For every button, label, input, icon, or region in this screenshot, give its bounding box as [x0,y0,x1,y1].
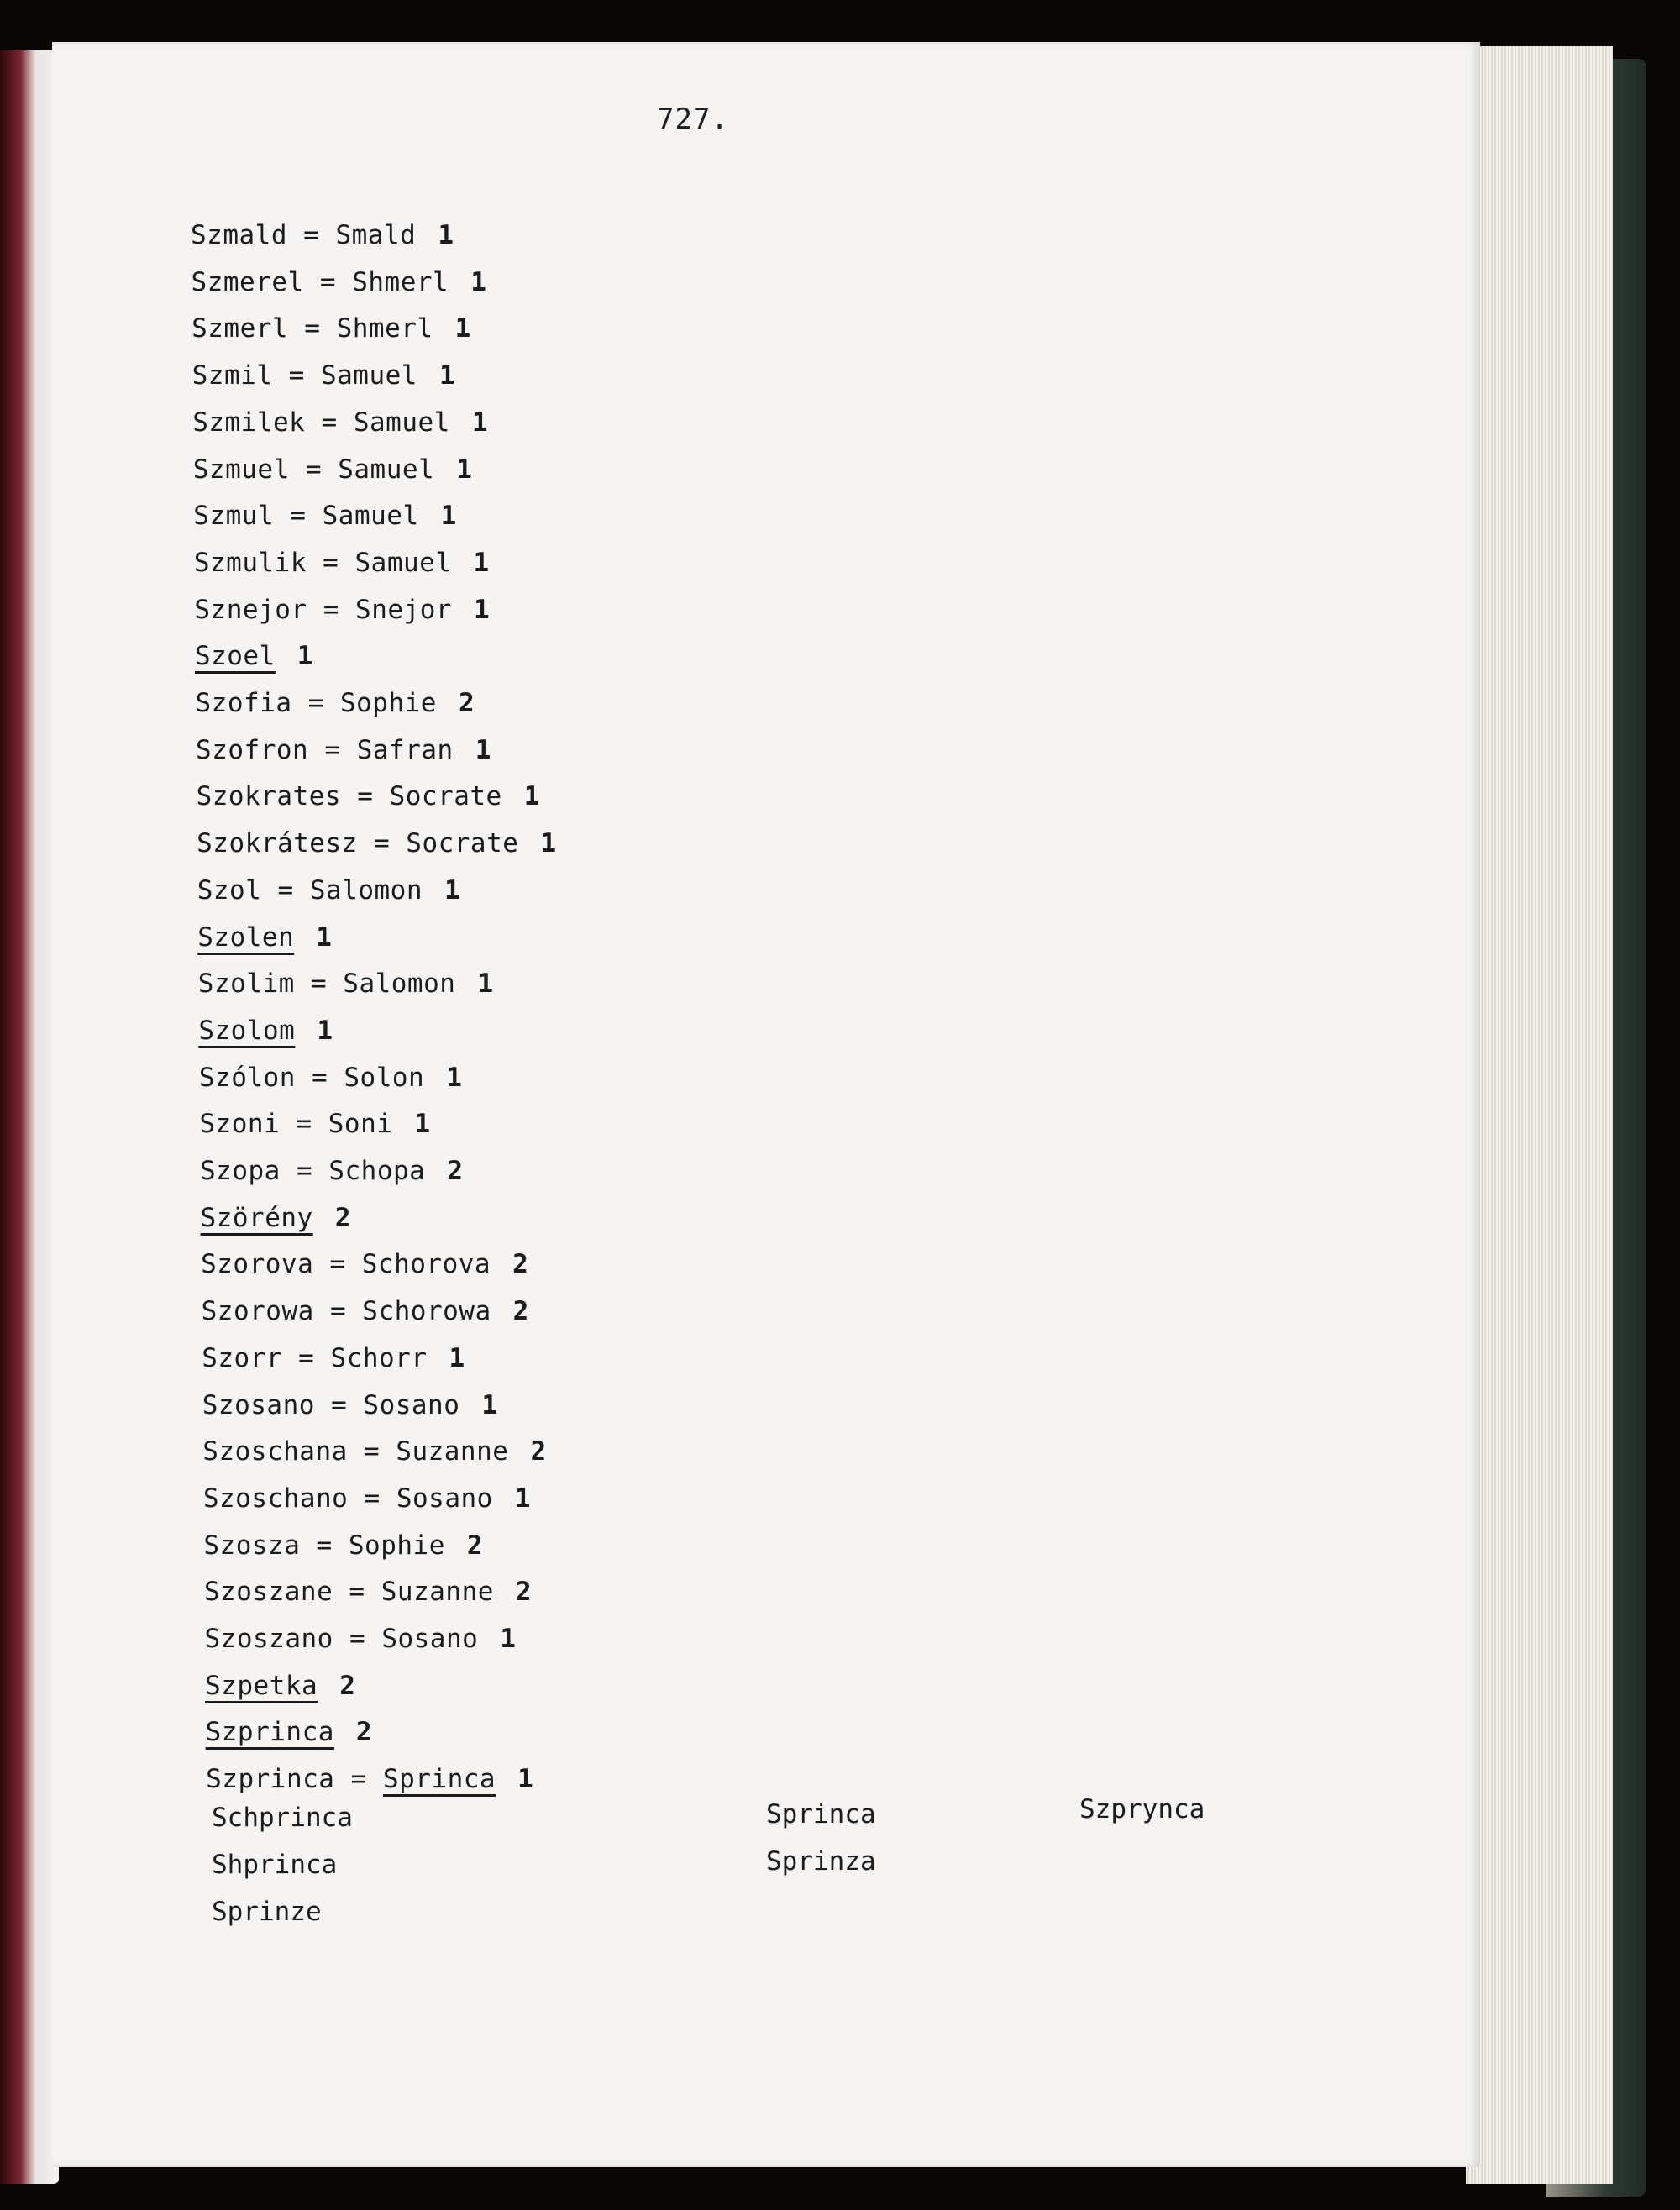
page-stack-edge [1466,46,1613,2184]
entry-name: Szofia [195,688,292,718]
entry-count: 2 [458,688,475,718]
entry-name: Szorowa [201,1296,314,1327]
entry-equivalent: Snejor [355,594,453,625]
equals-sign: = [333,1624,382,1654]
entry-equivalent: Salomon [309,874,423,906]
entry-name: Szosano [202,1389,315,1420]
entry-equivalent: Soni [328,1109,393,1140]
equals-sign: = [334,1764,383,1795]
entry-equivalent: Safran [356,734,454,765]
entry-name: Szoschana [202,1436,348,1467]
document-page [52,42,1480,2167]
entry-count: 1 [517,1764,534,1795]
entry-name: Szoni [199,1109,281,1140]
name-entry [199,1109,430,1139]
name-entry [202,1343,465,1373]
entry-equivalent: Salomon [343,969,456,1000]
entry-equivalent: Sosano [363,1389,460,1420]
equals-sign: = [280,1156,329,1186]
name-entry [193,501,456,531]
name-entry [197,828,556,858]
name-entry [195,641,313,671]
entry-name: Szmul [193,501,275,532]
entry-name: Szörény [200,1202,313,1233]
entry-count: 1 [523,781,540,812]
equals-sign: = [294,969,344,1000]
entry-name: Szoszane [203,1577,333,1608]
equals-sign: = [280,1109,328,1140]
entry-count: 1 [414,1109,431,1140]
name-entry [205,1624,517,1654]
variant-name: Sprinca [766,1799,876,1829]
entry-name: Szpetka [205,1670,318,1701]
entry-name: Szolen [197,921,295,953]
entry-count: 2 [530,1436,547,1467]
entry-name: Szokrátesz [197,828,358,859]
equals-sign: = [307,547,355,578]
entry-count: 1 [514,1483,531,1514]
name-entry [199,1063,462,1093]
entry-equivalent: Samuel [354,547,452,578]
name-entry [206,1764,533,1794]
entry-count: 1 [449,1342,465,1373]
entry-name: Szolom [198,1015,296,1046]
name-entry [194,595,490,625]
entry-equivalent: Socrate [389,781,502,812]
name-entry [200,1156,463,1186]
name-entry [197,922,332,953]
entry-count: 1 [316,921,333,953]
equals-sign: = [261,874,310,906]
name-entry [205,1671,355,1701]
entry-count: 1 [438,360,456,391]
name-entry [192,407,488,438]
entry-count: 1 [456,454,473,485]
entry-name: Szolim [197,969,295,1000]
entry-name: Szmuel [192,454,290,485]
equals-sign: = [357,828,407,859]
equals-sign: = [295,1062,344,1093]
name-entry [192,313,471,344]
entry-name: Szoschano [202,1483,349,1514]
entry-equivalent: Samuel [320,360,417,391]
name-entry [197,781,540,811]
entry-equivalent: Samuel [353,407,450,438]
equals-sign: = [341,781,390,812]
entry-count: 2 [512,1249,529,1280]
entry-equivalent: Schorowa [362,1296,491,1327]
name-entry [201,1203,351,1233]
equals-sign: = [308,734,357,765]
equals-sign: = [282,1342,331,1373]
variant-name: Sprinze [212,1897,322,1927]
entry-name: Szofron [196,734,309,765]
name-entry [206,1717,372,1747]
name-entry [198,969,494,999]
name-entry [192,360,455,391]
entry-name: Szoel [194,641,276,672]
entry-count: 2 [515,1577,533,1608]
entry-name: Szokrates [196,781,342,812]
entry-name: Szprinca [206,1764,335,1795]
equals-sign: = [274,501,323,532]
equals-sign: = [348,1483,396,1514]
variant-name: Szprynca [1079,1794,1205,1824]
entry-count: 1 [475,734,491,765]
entry-equivalent: Sosano [396,1483,493,1514]
entry-count: 2 [355,1717,373,1748]
equals-sign: = [303,266,353,297]
equals-sign: = [300,1530,349,1561]
entry-equivalent: Shmerl [336,313,433,344]
name-entry [198,1016,333,1046]
entry-count: 2 [466,1530,484,1561]
entry-name: Szmerl [192,313,289,344]
name-entry [202,1436,546,1467]
page-number: 727. [657,102,729,136]
equals-sign: = [289,454,339,485]
entry-equivalent: Samuel [322,501,419,532]
name-entry [194,548,490,578]
entry-count: 1 [470,266,487,297]
variant-name: Shprinca [212,1850,338,1880]
entry-name: Szmilek [192,407,306,438]
entry-name: Sznejor [194,594,307,625]
entry-name: Szmil [192,360,273,391]
entry-count: 1 [444,874,461,906]
equals-sign: = [333,1577,381,1608]
entry-equivalent: Schopa [328,1156,426,1186]
entry-equivalent: Sosano [381,1624,479,1654]
entry-equivalent: Solon [344,1062,425,1093]
entry-equivalent: Sprinca [382,1764,496,1795]
entry-count: 2 [339,1670,356,1701]
name-entry [204,1577,532,1607]
entry-count: 1 [471,407,488,438]
equals-sign: = [291,688,340,718]
equals-sign: = [286,220,336,250]
entry-name: Szopa [200,1156,281,1186]
entry-equivalent: Smald [335,220,417,250]
entry-name: Szólon [198,1062,296,1093]
name-entry [202,1296,529,1326]
entry-count: 1 [297,641,313,672]
entry-equivalent: Socrate [406,828,519,859]
entry-count: 1 [317,1015,333,1046]
entry-name: Szmald [191,220,287,250]
entry-count: 1 [440,501,457,532]
entry-equivalent: Shmerl [352,266,449,297]
entry-equivalent: Suzanne [381,1577,494,1608]
entry-equivalent: Sophie [348,1530,445,1561]
entry-count: 1 [477,969,494,1000]
entry-count: 1 [474,594,491,625]
name-entry [201,1249,528,1279]
entry-count: 2 [447,1156,464,1186]
entry-count: 1 [540,828,557,859]
variant-name: Schprinca [212,1803,353,1833]
entry-equivalent: Sophie [339,688,437,718]
name-entry [192,267,487,297]
entry-count: 1 [481,1389,498,1420]
entry-name: Szprinca [205,1717,334,1748]
entry-count: 1 [473,547,490,578]
name-entry [196,735,491,765]
equals-sign: = [305,407,354,438]
entry-count: 2 [334,1202,351,1233]
entry-equivalent: Suzanne [396,1436,509,1467]
equals-sign: = [314,1389,364,1420]
equals-sign: = [272,360,321,391]
entry-count: 1 [438,220,454,250]
entry-count: 1 [446,1062,463,1093]
equals-sign: = [313,1249,362,1280]
entry-equivalent: Schorova [361,1249,491,1280]
entry-equivalent: Schorr [330,1342,428,1373]
name-entry [202,1390,498,1420]
name-entry [203,1483,531,1514]
left-page-edge [0,50,59,2184]
equals-sign: = [288,313,337,344]
equals-sign: = [313,1296,363,1327]
equals-sign: = [347,1436,396,1467]
entry-name: Szosza [203,1530,301,1561]
name-entry [196,688,475,718]
entry-count: 1 [500,1624,517,1654]
entry-name: Szol [197,874,262,906]
entry-name: Szorova [201,1249,314,1280]
name-entry [191,220,454,250]
entry-name: Szoszano [204,1624,333,1654]
entry-equivalent: Samuel [338,454,435,485]
entry-name: Szmerel [191,266,304,297]
entry-count: 1 [454,313,471,344]
entry-count: 2 [512,1296,529,1327]
entry-name: Szorr [202,1342,283,1373]
variant-name: Sprinza [766,1846,876,1877]
name-entry [193,454,473,485]
equals-sign: = [307,594,356,625]
entry-name: Szmulik [193,547,307,578]
name-entry [197,875,460,906]
name-entry [203,1530,483,1561]
